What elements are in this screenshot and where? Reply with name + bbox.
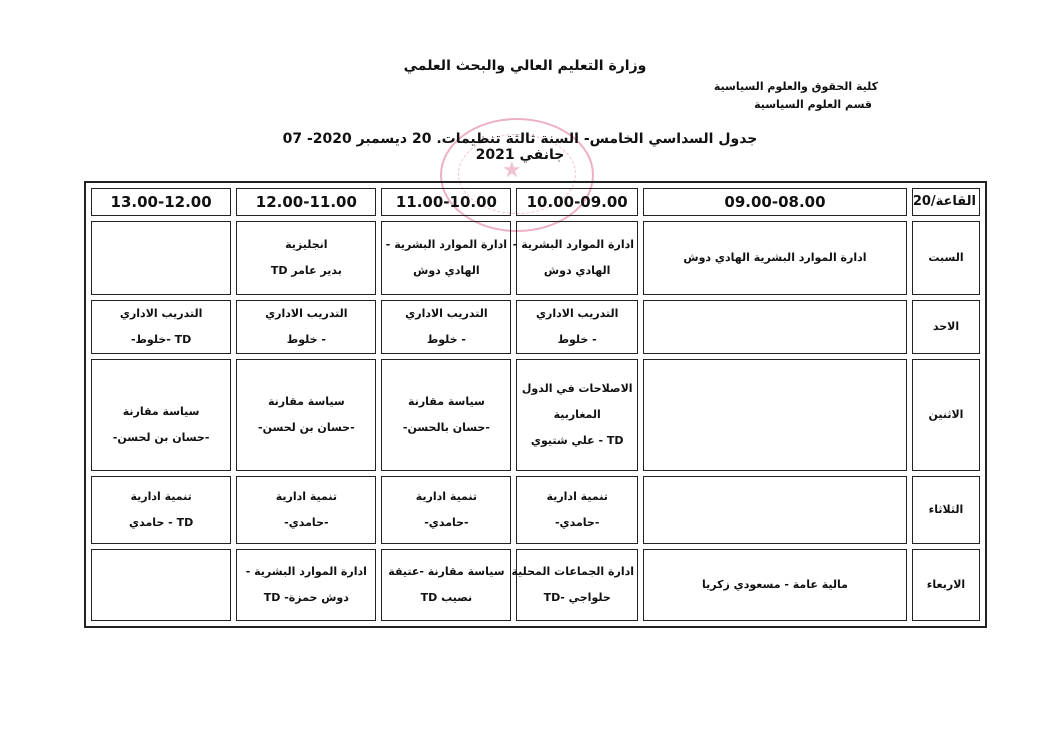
schedule-cell [381,549,511,621]
cell-text: التدريب الاداري [265,307,348,320]
schedule-cell-empty [643,476,907,544]
cell-text: الهادي دوش [413,264,480,277]
cell-text: -حامدي- [284,516,329,529]
time-slot-header: 09.00-08.00 [643,188,907,216]
day-label: الاحد [912,300,980,354]
cell-text: التدريب الاداري [405,307,488,320]
cell-text: المغاربية [553,408,601,421]
cell-text: سياسة مقارنة -عتيقة [388,565,505,578]
schedule-cell-empty [643,300,907,354]
time-slot-header: 12.00-11.00 [236,188,376,216]
cell-text: بدير عامر TD [270,264,342,277]
schedule-cell [516,300,638,354]
cell-text: مالية عامة - مسعودي زكريا [702,578,848,591]
cell-text: سياسة مقارنة [267,395,345,408]
cell-text: TD - علي شتيوي [530,434,624,447]
day-label: الاربعاء [912,549,980,621]
cell-text: -حسان بالحسن- [402,421,490,434]
cell-text: ادارة الموارد البشرية - [385,238,508,251]
schedule-cell [381,476,511,544]
time-slot-header: 11.00-10.00 [381,188,511,216]
day-label: الاثنين [912,359,980,471]
room-header: القاعة/20 [912,188,980,216]
cell-text: -حسان بن لحسن- [258,421,355,434]
cell-text: سياسة مقارنة [122,405,200,418]
cell-text: - خلوط [426,333,466,346]
day-label: السبت [912,221,980,295]
schedule-cell [236,476,376,544]
cell-text: ادارة الجماعات المحلية [511,565,635,578]
cell-text: التدريب الاداري [119,307,203,320]
stamp-star-icon: ★ [502,158,522,183]
cell-text: التدريب الاداري [535,307,619,320]
schedule-table [84,181,987,628]
cell-text: دوش حمزة- TD [263,591,349,604]
schedule-cell [91,359,231,471]
cell-text: انجليزية [285,238,328,251]
cell-text: سياسة مقارنة [408,395,485,408]
schedule-cell [511,549,638,621]
cell-text: ادارة الموارد البشرية الهادي دوش [683,251,867,264]
day-label: الثلاثاء [912,476,980,544]
schedule-cell [381,221,511,295]
schedule-cell [91,476,231,544]
time-slot-header: 13.00-12.00 [91,188,231,216]
day-row-sunday [91,300,980,354]
schedule-cell-empty [643,359,907,471]
schedule-cell [643,221,907,295]
day-row-monday [91,359,980,471]
cell-text: - خلوط [286,333,326,346]
schedule-cell [236,359,376,471]
schedule-cell [91,300,231,354]
cell-text: TD - حامدي [129,516,194,529]
day-row-tuesday [91,476,980,544]
schedule-cell-empty [91,549,231,621]
cell-text: تنمية ادارية [546,490,608,503]
schedule-cell [516,476,638,544]
schedule-cell [516,359,638,471]
day-row-wednesday [91,549,980,621]
faculty-name: كلية الحقوق والعلوم السياسية [713,80,878,93]
department-name: قسم العلوم السياسية [754,98,872,111]
schedule-cell [236,300,376,354]
schedule-cell [236,549,376,621]
cell-text: -حسان بن لحسن- [112,431,210,444]
schedule-title: جدول السداسي الخامس- السنة ثالثة تنظيمات. 20 ديسمبر 2020- 07 جانفي 2021 [282,131,758,163]
schedule-cell [236,221,376,295]
time-slot-header: 10.00-09.00 [516,188,638,216]
cell-text: حلواجي -TD [543,591,611,604]
schedule-cell [643,549,907,621]
cell-text: الاصلاحات في الدول [521,382,633,395]
cell-text: الهادي دوش [543,264,611,277]
cell-text: - خلوط [557,333,597,346]
cell-text: نصيب TD [420,591,473,604]
ministry-title: وزارة التعليم العالي والبحث العلمي [403,58,647,74]
cell-text: TD -خلوط- [130,333,192,346]
cell-text: تنمية ادارية [415,490,478,503]
schedule-cell-empty [91,221,231,295]
header-row [91,188,980,216]
cell-text: ادارة الموارد البشرية - [245,565,367,578]
schedule-cell [381,359,511,471]
cell-text: -حامدي- [424,516,469,529]
cell-text: تنمية ادارية [275,490,337,503]
cell-text: -حامدي- [554,516,600,529]
cell-text: تنمية ادارية [130,490,192,503]
cell-text: ادارة الموارد البشرية - [512,238,635,251]
schedule-cell [512,221,638,295]
schedule-cell [381,300,511,354]
day-row-saturday [91,221,980,295]
